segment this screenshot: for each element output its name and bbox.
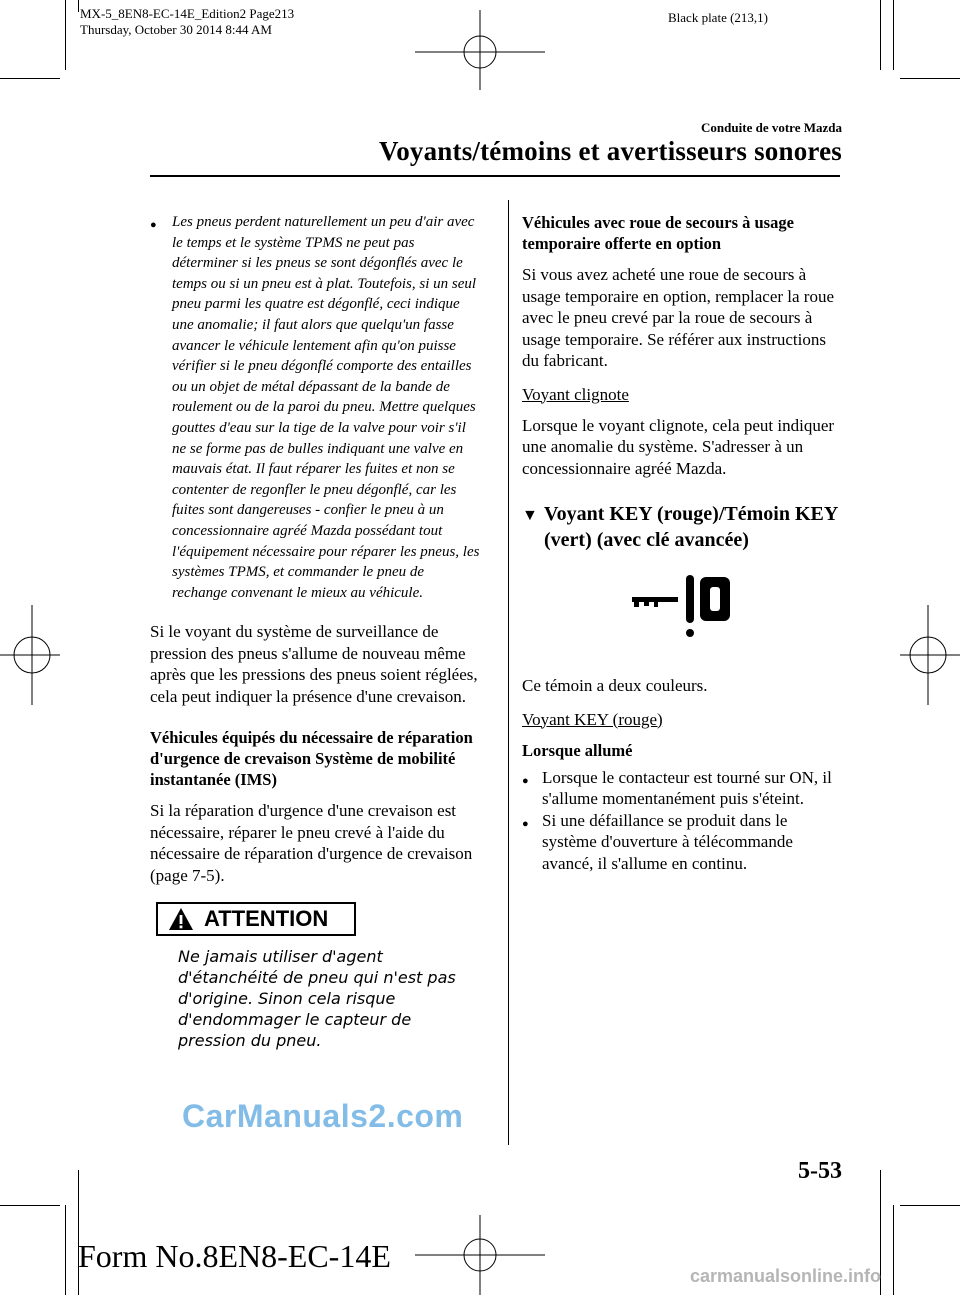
crop-mark <box>0 1205 60 1206</box>
subheading-flashing: Voyant clignote <box>522 384 629 404</box>
left-column <box>150 212 480 1051</box>
title-rule <box>150 175 840 177</box>
crop-mark <box>65 0 66 70</box>
watermark-carmanuals: CarManuals2.com <box>182 1098 464 1134</box>
paragraph: Si le voyant du système de surveillance de pression des pneus s'allume de nouveau même après que les pressions des pneus soient réglées, cela peut indiquer la présence d'une crevaison. <box>150 622 478 706</box>
note-bullet-item <box>150 212 480 603</box>
crop-mark <box>0 78 60 79</box>
crop-mark <box>65 1205 66 1295</box>
crop-mark <box>900 78 960 79</box>
paragraph: Ce témoin a deux couleurs. <box>522 676 708 695</box>
paragraph: Si la réparation d'urgence d'une crevaison est nécessaire, réparer le pneu crevé à l'aide du nécessaire de réparation d'urgence de crevaison (page 7-5). <box>150 801 473 885</box>
print-header-line2: Thursday, October 30 2014 8:44 AM <box>80 22 272 37</box>
key-warning-icon <box>626 571 736 651</box>
bullet-icon: ● <box>522 774 529 787</box>
section-heading-text: Voyant KEY (rouge)/Témoin KEY (vert) (avec clé avancée) <box>544 503 838 551</box>
column-divider <box>508 200 509 1145</box>
list-item-text: Lorsque le contacteur est tourné sur ON, il s'allume momentanément puis s'éteint. <box>542 767 832 808</box>
down-triangle-icon: ▼ <box>522 507 538 524</box>
registration-mark-left <box>0 605 60 705</box>
section-title: Voyants/témoins et avertisseurs sonores <box>378 136 842 166</box>
heading: Lorsque allumé <box>522 740 633 760</box>
print-header <box>80 6 294 38</box>
paragraph: Lorsque le voyant clignote, cela peut indiquer une anomalie du système. S'adresser à un concessionnaire agréé Mazda. <box>522 415 835 478</box>
registration-mark-bottom <box>415 1215 545 1295</box>
key-icon-container <box>522 571 840 651</box>
crop-mark <box>900 1205 960 1206</box>
warning-triangle-icon <box>168 907 194 931</box>
heading: Véhicules équipés du nécessaire de réparation d'urgence de crevaison Système de mobilité instantanée (IMS) <box>150 728 473 790</box>
form-number: Form No.8EN8-EC-14E <box>78 1238 391 1274</box>
bullet-icon: ● <box>150 219 157 231</box>
attention-text: Ne jamais utiliser d'agent d'étanchéité de pneu qui n'est pas d'origine. Sinon cela risque d'endommager le capteur de pression du pneu. <box>178 947 456 1051</box>
bullet-icon: ● <box>522 817 529 830</box>
section-heading <box>522 501 840 553</box>
black-plate-label: Black plate (213,1) <box>668 10 768 25</box>
attention-box <box>156 902 356 936</box>
heading: Véhicules avec roue de secours à usage temporaire offerte en option <box>522 213 794 253</box>
list-item <box>522 767 840 810</box>
crop-mark <box>893 1205 894 1295</box>
list-item <box>522 810 840 875</box>
crop-mark <box>893 0 894 70</box>
note-text: Les pneus perdent naturellement un peu d'air avec le temps et le système TPMS ne peut pas déterminer si les pneus se sont dégonflés avec le temps ou si un pneu est à plat. Toutefois, si un seul pneu parmi les quatre est dégonflé, ceci indique une anomalie; il faut alors que quelqu'un fasse avancer le véhicule lentement afin qu'on puisse vérifier si le pneu dégonflé comporte des entailles ou un objet de métal dépassant de la bande de roulement ou de la paroi du pneu. Mettre quelques gouttes d'eau sur la tige de la valve pour voir s'il ne se forme pas de bulles indiquant une valve en mauvais état. Il faut réparer les fuites et non se contenter de regonfler le pneu dégonflé, car les fuites sont dangereuses - confier le pneu à un concessionnaire agréé Mazda possédant tout l'équipement nécessaire pour réparer les pneus, les systèmes TPMS, et commander le pneu de rechange convenant le mieux au véhicule. <box>172 214 480 601</box>
watermark-site: carmanualsonline.info <box>690 1266 882 1286</box>
right-column <box>522 212 840 874</box>
print-header-line1: MX-5_8EN8-EC-14E_Edition2 Page213 <box>80 6 295 21</box>
crop-mark <box>78 1170 79 1295</box>
subheading-key-red: Voyant KEY (rouge) <box>522 709 663 729</box>
attention-label: ATTENTION <box>204 906 329 932</box>
crop-mark <box>78 0 79 12</box>
page-number: 5-53 <box>798 1158 842 1184</box>
section-small-title: Conduite de votre Mazda <box>701 120 842 135</box>
registration-mark-right <box>900 605 960 705</box>
registration-mark-top <box>415 10 545 90</box>
list-item-text: Si une défaillance se produit dans le système d'ouverture à télécommande avancé, il s'allume en continu. <box>542 810 793 873</box>
crop-mark <box>880 0 881 70</box>
paragraph: Si vous avez acheté une roue de secours à usage temporaire en option, remplacer la roue avec le pneu crevé par la roue de secours à usage temporaire. Se référer aux instructions du fabricant. <box>522 265 835 370</box>
